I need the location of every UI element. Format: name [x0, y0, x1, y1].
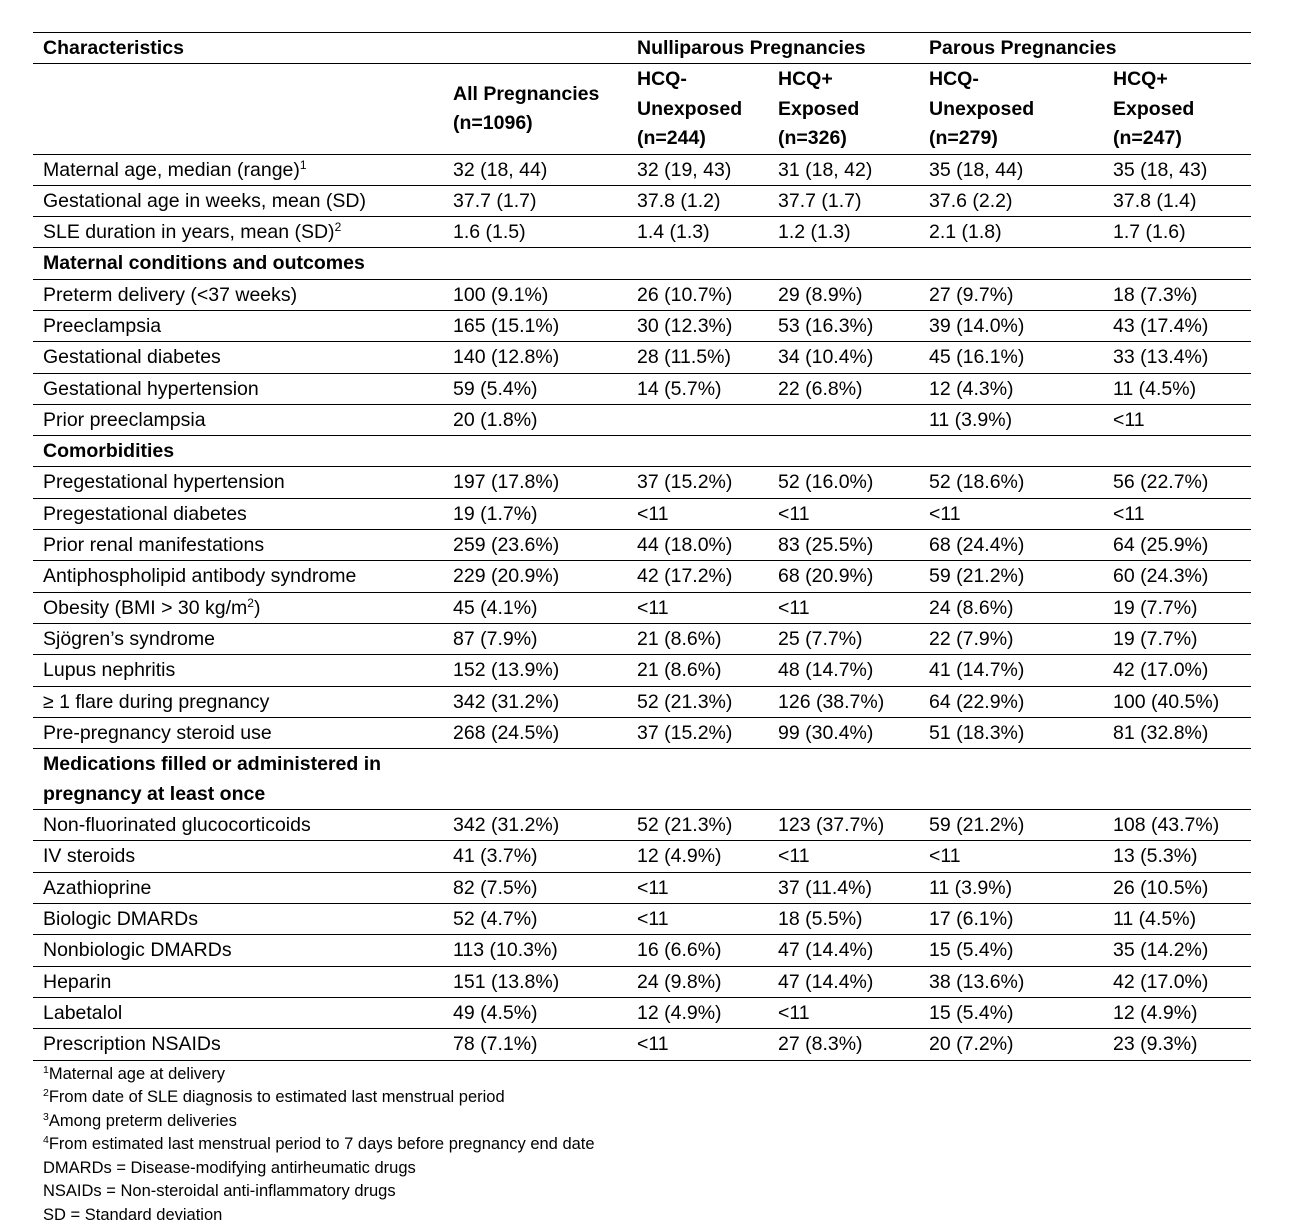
- header-blank: [33, 64, 443, 155]
- cell-null-unexposed: 12 (4.9%): [627, 997, 768, 1028]
- table-row: [33, 717, 1251, 748]
- cell-null-exposed: 34 (10.4%): [768, 342, 919, 373]
- table-row: [33, 592, 1251, 623]
- cell-par-exposed: 1.7 (1.6): [1103, 217, 1251, 248]
- cell-all: 152 (13.9%): [443, 655, 627, 686]
- section-header-medications: [33, 749, 1251, 810]
- cell-par-exposed: 42 (17.0%): [1103, 655, 1251, 686]
- cell-null-exposed: 25 (7.7%): [768, 623, 919, 654]
- header-characteristics: Characteristics: [33, 33, 443, 64]
- table-row: [33, 217, 1251, 248]
- row-label: Azathioprine: [33, 872, 443, 903]
- cell-null-unexposed: <11: [627, 904, 768, 935]
- row-label: Sjögren’s syndrome: [33, 623, 443, 654]
- row-label: Gestational diabetes: [33, 342, 443, 373]
- cell-par-unexposed: 15 (5.4%): [919, 997, 1103, 1028]
- cell-all: 19 (1.7%): [443, 498, 627, 529]
- table-row: [33, 655, 1251, 686]
- cell-all: 59 (5.4%): [443, 373, 627, 404]
- row-label: Gestational hypertension: [33, 373, 443, 404]
- cell-all: 20 (1.8%): [443, 404, 627, 435]
- cell-null-exposed: <11: [768, 498, 919, 529]
- table-row: [33, 185, 1251, 216]
- cell-null-unexposed: 52 (21.3%): [627, 810, 768, 841]
- cell-null-exposed: 1.2 (1.3): [768, 217, 919, 248]
- cell-all: 87 (7.9%): [443, 623, 627, 654]
- cell-par-exposed: 23 (9.3%): [1103, 1029, 1251, 1060]
- footnote: $^2$From date of SLE diagnosis to estimated last menstrual period: [43, 1087, 505, 1107]
- cell-par-unexposed: 15 (5.4%): [919, 935, 1103, 966]
- cell-par-unexposed: 64 (22.9%): [919, 686, 1103, 717]
- cell-null-unexposed: 14 (5.7%): [627, 373, 768, 404]
- row-label: Labetalol: [33, 997, 443, 1028]
- cell-null-unexposed: <11: [627, 498, 768, 529]
- cell-null-unexposed: 12 (4.9%): [627, 841, 768, 872]
- cell-null-unexposed: 52 (21.3%): [627, 686, 768, 717]
- table-row: [33, 467, 1251, 498]
- cell-null-exposed: <11: [768, 841, 919, 872]
- cell-par-unexposed: 37.6 (2.2): [919, 185, 1103, 216]
- row-label: Preeclampsia: [33, 310, 443, 341]
- cell-par-exposed: 42 (17.0%): [1103, 966, 1251, 997]
- characteristics-table: [33, 32, 1251, 1061]
- cell-par-unexposed: 11 (3.9%): [919, 872, 1103, 903]
- header-parous-exposed: HCQ+ Exposed (n=247): [1103, 64, 1251, 155]
- cell-null-exposed: 126 (38.7%): [768, 686, 919, 717]
- cell-par-exposed: 60 (24.3%): [1103, 561, 1251, 592]
- cell-par-exposed: 19 (7.7%): [1103, 623, 1251, 654]
- table-row: [33, 404, 1251, 435]
- cell-null-unexposed: 37 (15.2%): [627, 467, 768, 498]
- header-parous-unexposed: HCQ- Unexposed (n=279): [919, 64, 1103, 155]
- cell-par-exposed: 100 (40.5%): [1103, 686, 1251, 717]
- cell-null-exposed: 48 (14.7%): [768, 655, 919, 686]
- cell-null-unexposed: 28 (11.5%): [627, 342, 768, 373]
- cell-null-unexposed: 30 (12.3%): [627, 310, 768, 341]
- cell-null-unexposed: 37 (15.2%): [627, 717, 768, 748]
- cell-all: 229 (20.9%): [443, 561, 627, 592]
- cell-par-unexposed: 52 (18.6%): [919, 467, 1103, 498]
- header-blank: [443, 33, 627, 64]
- cell-par-unexposed: 59 (21.2%): [919, 810, 1103, 841]
- cell-all: 49 (4.5%): [443, 997, 627, 1028]
- cell-par-exposed: 18 (7.3%): [1103, 279, 1251, 310]
- table-row: [33, 810, 1251, 841]
- cell-null-unexposed: 37.8 (1.2): [627, 185, 768, 216]
- cell-par-unexposed: 35 (18, 44): [919, 154, 1103, 185]
- table-row: [33, 279, 1251, 310]
- table-row: [33, 904, 1251, 935]
- cell-null-exposed: <11: [768, 997, 919, 1028]
- cell-par-unexposed: 51 (18.3%): [919, 717, 1103, 748]
- cell-all: 165 (15.1%): [443, 310, 627, 341]
- cell-null-unexposed: 1.4 (1.3): [627, 217, 768, 248]
- cell-all: 342 (31.2%): [443, 810, 627, 841]
- row-label: Maternal age, median (range)$^1$: [33, 154, 443, 185]
- cell-par-exposed: 108 (43.7%): [1103, 810, 1251, 841]
- row-label: Pregestational hypertension: [33, 467, 443, 498]
- cell-null-unexposed: 21 (8.6%): [627, 655, 768, 686]
- section-title: Comorbidities: [33, 436, 1251, 467]
- cell-par-exposed: 13 (5.3%): [1103, 841, 1251, 872]
- table-row: [33, 966, 1251, 997]
- cell-null-exposed: 31 (18, 42): [768, 154, 919, 185]
- section-title: Maternal conditions and outcomes: [33, 248, 1251, 279]
- cell-all: 32 (18, 44): [443, 154, 627, 185]
- cell-null-unexposed: 32 (19, 43): [627, 154, 768, 185]
- cell-all: 78 (7.1%): [443, 1029, 627, 1060]
- row-label: Antiphospholipid antibody syndrome: [33, 561, 443, 592]
- cell-all: 45 (4.1%): [443, 592, 627, 623]
- cell-par-exposed: <11: [1103, 404, 1251, 435]
- header-nulliparous: Nulliparous Pregnancies: [627, 33, 919, 64]
- cell-par-unexposed: 2.1 (1.8): [919, 217, 1103, 248]
- footnote: NSAIDs = Non-steroidal anti-inflammatory drugs: [43, 1182, 396, 1201]
- cell-null-exposed: 22 (6.8%): [768, 373, 919, 404]
- table-row: [33, 561, 1251, 592]
- section-header-maternal: [33, 248, 1251, 279]
- row-label: Pregestational diabetes: [33, 498, 443, 529]
- table-row: [33, 623, 1251, 654]
- cell-par-unexposed: 24 (8.6%): [919, 592, 1103, 623]
- cell-par-exposed: 11 (4.5%): [1103, 904, 1251, 935]
- cell-all: 1.6 (1.5): [443, 217, 627, 248]
- cell-all: 52 (4.7%): [443, 904, 627, 935]
- document: [33, 32, 1251, 1227]
- cell-par-unexposed: 20 (7.2%): [919, 1029, 1103, 1060]
- cell-null-unexposed: 26 (10.7%): [627, 279, 768, 310]
- cell-par-unexposed: 41 (14.7%): [919, 655, 1103, 686]
- footnote: $^1$Maternal age at delivery: [43, 1063, 225, 1083]
- cell-all: 342 (31.2%): [443, 686, 627, 717]
- section-header-comorbidities: [33, 436, 1251, 467]
- cell-null-unexposed: <11: [627, 872, 768, 903]
- table-row: [33, 841, 1251, 872]
- cell-all: 197 (17.8%): [443, 467, 627, 498]
- cell-par-unexposed: <11: [919, 841, 1103, 872]
- row-label: Non-fluorinated glucocorticoids: [33, 810, 443, 841]
- row-label: Pre-pregnancy steroid use: [33, 717, 443, 748]
- cell-all: 41 (3.7%): [443, 841, 627, 872]
- row-label: ≥ 1 flare during pregnancy: [33, 686, 443, 717]
- cell-all: 82 (7.5%): [443, 872, 627, 903]
- cell-null-exposed: 52 (16.0%): [768, 467, 919, 498]
- cell-par-unexposed: 38 (13.6%): [919, 966, 1103, 997]
- cell-null-unexposed: [627, 404, 768, 435]
- cell-null-unexposed: 16 (6.6%): [627, 935, 768, 966]
- cell-null-exposed: 37.7 (1.7): [768, 185, 919, 216]
- footnote: $^3$Among preterm deliveries: [43, 1110, 237, 1130]
- table-row: [33, 342, 1251, 373]
- cell-null-exposed: 47 (14.4%): [768, 966, 919, 997]
- footnote: $^4$From estimated last menstrual period to 7 days before pregnancy end date: [43, 1134, 595, 1154]
- cell-par-unexposed: 45 (16.1%): [919, 342, 1103, 373]
- header-all-pregnancies: All Pregnancies (n=1096): [443, 64, 627, 155]
- table-row: [33, 373, 1251, 404]
- cell-par-exposed: 35 (18, 43): [1103, 154, 1251, 185]
- footnote: DMARDs = Disease-modifying antirheumatic drugs: [43, 1158, 416, 1177]
- cell-null-exposed: 68 (20.9%): [768, 561, 919, 592]
- footnote: SD = Standard deviation: [43, 1205, 223, 1224]
- cell-par-unexposed: <11: [919, 498, 1103, 529]
- cell-all: 259 (23.6%): [443, 530, 627, 561]
- header-nulliparous-exposed: HCQ+ Exposed (n=326): [768, 64, 919, 155]
- cell-null-unexposed: 44 (18.0%): [627, 530, 768, 561]
- row-label: IV steroids: [33, 841, 443, 872]
- cell-null-unexposed: 21 (8.6%): [627, 623, 768, 654]
- table-row: [33, 1029, 1251, 1060]
- table-row: [33, 154, 1251, 185]
- cell-null-unexposed: <11: [627, 592, 768, 623]
- cell-all: 113 (10.3%): [443, 935, 627, 966]
- cell-par-exposed: 81 (32.8%): [1103, 717, 1251, 748]
- cell-null-exposed: 83 (25.5%): [768, 530, 919, 561]
- cell-all: 100 (9.1%): [443, 279, 627, 310]
- cell-par-unexposed: 39 (14.0%): [919, 310, 1103, 341]
- cell-all: 140 (12.8%): [443, 342, 627, 373]
- cell-par-unexposed: 11 (3.9%): [919, 404, 1103, 435]
- cell-par-exposed: 19 (7.7%): [1103, 592, 1251, 623]
- header-row-groups: [33, 33, 1251, 64]
- maternal-rows: [33, 279, 1251, 435]
- header-nulliparous-unexposed: HCQ- Unexposed (n=244): [627, 64, 768, 155]
- cell-par-unexposed: 59 (21.2%): [919, 561, 1103, 592]
- cell-par-exposed: <11: [1103, 498, 1251, 529]
- table-row: [33, 530, 1251, 561]
- cell-par-exposed: 26 (10.5%): [1103, 872, 1251, 903]
- row-label: Heparin: [33, 966, 443, 997]
- cell-null-unexposed: 42 (17.2%): [627, 561, 768, 592]
- cell-par-exposed: 56 (22.7%): [1103, 467, 1251, 498]
- row-label: Obesity (BMI > 30 $kg/m^2$): [33, 592, 443, 623]
- cell-par-exposed: 11 (4.5%): [1103, 373, 1251, 404]
- cell-null-exposed: 37 (11.4%): [768, 872, 919, 903]
- cell-all: 37.7 (1.7): [443, 185, 627, 216]
- table-row: [33, 686, 1251, 717]
- table-row: [33, 498, 1251, 529]
- cell-null-exposed: 29 (8.9%): [768, 279, 919, 310]
- cell-par-exposed: 43 (17.4%): [1103, 310, 1251, 341]
- cell-all: 268 (24.5%): [443, 717, 627, 748]
- cell-par-exposed: 12 (4.9%): [1103, 997, 1251, 1028]
- cell-par-unexposed: 17 (6.1%): [919, 904, 1103, 935]
- header-row-columns: [33, 64, 1251, 155]
- cell-par-unexposed: 27 (9.7%): [919, 279, 1103, 310]
- row-label: Biologic DMARDs: [33, 904, 443, 935]
- cell-par-unexposed: 12 (4.3%): [919, 373, 1103, 404]
- cell-null-exposed: <11: [768, 592, 919, 623]
- cell-par-unexposed: 68 (24.4%): [919, 530, 1103, 561]
- row-label: Prior preeclampsia: [33, 404, 443, 435]
- table-row: [33, 872, 1251, 903]
- comorbidity-rows: [33, 467, 1251, 749]
- cell-null-unexposed: 24 (9.8%): [627, 966, 768, 997]
- cell-null-exposed: [768, 404, 919, 435]
- table-row: [33, 310, 1251, 341]
- cell-par-exposed: 35 (14.2%): [1103, 935, 1251, 966]
- medication-rows: [33, 810, 1251, 1060]
- row-label: Lupus nephritis: [33, 655, 443, 686]
- section-title: Medications filled or administered in pregnancy at least once: [33, 749, 1251, 810]
- footnotes: [33, 1063, 1251, 1228]
- cell-null-unexposed: <11: [627, 1029, 768, 1060]
- table-row: [33, 935, 1251, 966]
- cell-null-exposed: 47 (14.4%): [768, 935, 919, 966]
- cell-par-unexposed: 22 (7.9%): [919, 623, 1103, 654]
- cell-all: 151 (13.8%): [443, 966, 627, 997]
- cell-null-exposed: 53 (16.3%): [768, 310, 919, 341]
- row-label: Nonbiologic DMARDs: [33, 935, 443, 966]
- row-label: Prior renal manifestations: [33, 530, 443, 561]
- cell-null-exposed: 123 (37.7%): [768, 810, 919, 841]
- table-row: [33, 997, 1251, 1028]
- cell-par-exposed: 37.8 (1.4): [1103, 185, 1251, 216]
- row-label: Gestational age in weeks, mean (SD): [33, 185, 443, 216]
- row-label: Prescription NSAIDs: [33, 1029, 443, 1060]
- row-label: Preterm delivery (<37 weeks): [33, 279, 443, 310]
- cell-par-exposed: 33 (13.4%): [1103, 342, 1251, 373]
- cell-null-exposed: 18 (5.5%): [768, 904, 919, 935]
- row-label: SLE duration in years, mean (SD)$^2$: [33, 217, 443, 248]
- cell-null-exposed: 99 (30.4%): [768, 717, 919, 748]
- cell-par-exposed: 64 (25.9%): [1103, 530, 1251, 561]
- cell-null-exposed: 27 (8.3%): [768, 1029, 919, 1060]
- header-parous: Parous Pregnancies: [919, 33, 1251, 64]
